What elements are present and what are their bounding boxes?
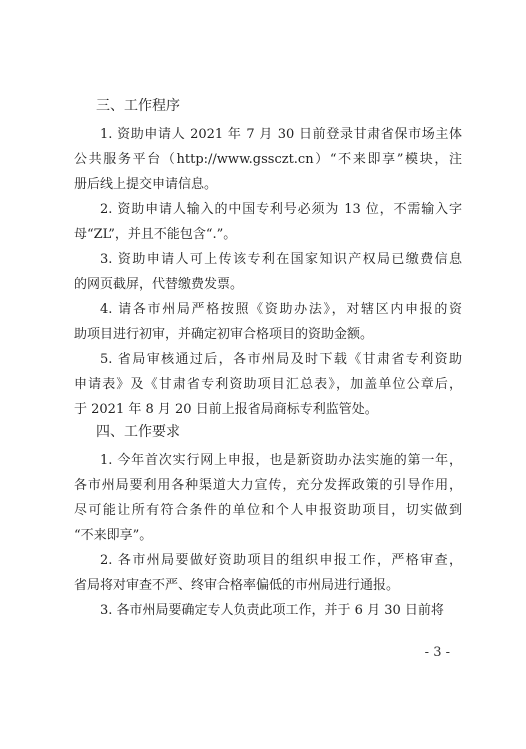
paragraph-line: 册后线上提交申请信息。: [74, 177, 218, 192]
paragraph-line: 各市州局要利用各种渠道大力宣传，充分发挥政策的引导作用，: [74, 478, 462, 493]
paragraph-line: 5. 省局审核通过后，各市州局及时下载《甘肃省专利资助: [100, 352, 462, 367]
page-number: - 3 -: [424, 645, 450, 660]
work-requirements-list: [74, 448, 462, 623]
work-requirements-item-1: [74, 448, 462, 548]
work-procedure-list: [74, 122, 462, 422]
paragraph-line: 4. 请各市州局严格按照《资助办法》，对辖区内申报的资: [100, 302, 462, 317]
work-procedure-item-5: [74, 347, 462, 422]
document-body: [74, 96, 462, 623]
paragraph-line: 3. 资助申请人可上传该专利在国家知识产权局已缴费信息: [100, 252, 462, 267]
paragraph-line: 1. 资助申请人 2021 年 7 月 30 日前登录甘肃省保市场主体: [100, 127, 462, 142]
paragraph-line: “不来即享”。: [74, 528, 153, 543]
paragraph-line: 2. 资助申请人输入的中国专利号必须为 13 位，不需输入字: [100, 202, 462, 217]
work-procedure-item-4: [74, 297, 462, 347]
section-heading-work-requirements: 四、工作要求: [96, 424, 180, 440]
paragraph-line: 助项目进行初审，并确定初审合格项目的资助金额。: [74, 327, 374, 342]
paragraph-line: 尽可能让所有符合条件的单位和个人申报资助项目，切实做到: [74, 503, 462, 518]
paragraph-line: 省局将对审查不严、终审合格率偏低的市州局进行通报。: [74, 578, 400, 593]
paragraph-line: 公共服务平台（http://www.gssczt.cn）“不来即享”模块，注: [74, 152, 462, 167]
work-requirements-item-3: [74, 598, 462, 623]
work-procedure-item-2: [74, 197, 462, 247]
section-heading-work-procedure: 三、工作程序: [96, 98, 180, 114]
work-requirements-item-2: [74, 548, 462, 598]
work-procedure-item-1: [74, 122, 462, 197]
paragraph-line: 1. 今年首次实行网上申报，也是新资助办法实施的第一年，: [100, 453, 462, 468]
paragraph-line: 的网页截屏，代替缴费发票。: [74, 277, 244, 292]
paragraph-line: 3. 各市州局要确定专人负责此项工作，并于 6 月 30 日前将: [100, 603, 444, 618]
paragraph-line: 于 2021 年 8 月 20 日前上报省局商标专利监管处。: [74, 402, 378, 417]
paragraph-line: 2. 各市州局要做好资助项目的组织申报工作，严格审查，: [100, 553, 462, 568]
paragraph-line: 母“ZL”，并且不能包含“.”。: [74, 227, 237, 242]
paragraph-line: 申请表》及《甘肃省专利资助项目汇总表》，加盖单位公章后，: [74, 377, 462, 392]
work-procedure-item-3: [74, 247, 462, 297]
